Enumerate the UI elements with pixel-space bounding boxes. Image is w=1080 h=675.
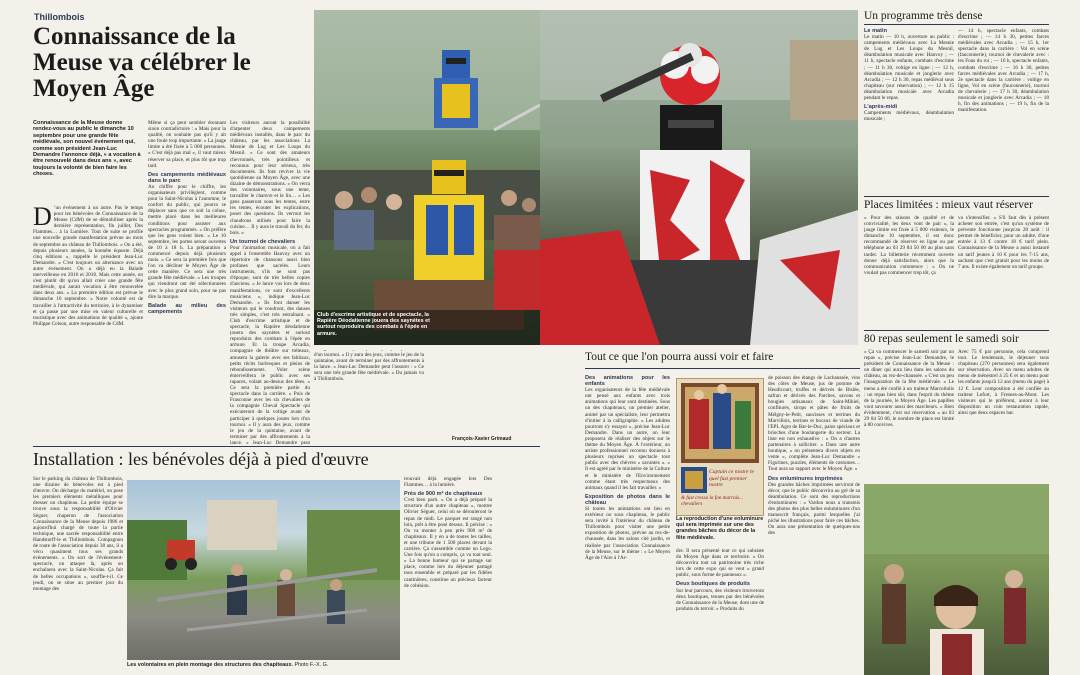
drop-cap: D: [33, 205, 52, 231]
voir-faire-boutiques: Sur leur parcours, des visiteurs trouveront deux boutiques, tenues par des bénévoles de Connaissance de la Meuse, dont une de produits du terroir. « Produits du: [676, 587, 764, 612]
subhead-tournoi: Un tournoi de chevaliers: [230, 238, 296, 245]
places-column-2: [958, 215, 1049, 327]
installation-title: Installation : les bénévoles déjà à pied d'œuvre: [33, 449, 369, 469]
divider: [585, 368, 860, 369]
installation-column-2: [404, 476, 492, 672]
manuscript-text-2: & fust cressa la fon marrais... chevaliers: [681, 495, 744, 507]
voir-faire-produits: de poisson des étangs de Lachaussée, vins des côtes de Meuse, jus de pomme de Heudicourt, truffes et dérivés de Bislée, safran et dérivés des Parches, savons et bougies artisanaux de Saint-Mihiel, confitures, sirops et pâtes de fruits de Mélgny-le-Petit, saucisses et terrines du Marvillois, terrines et bocaux de viande de l'EPL Agro de Bar-le-Duc, pains spéciaux et brioches d'une boulangerie du secteur. La liste est non exhaustive : « On a d'autres partenaires à solliciter. » Dans une autre boutique, « on présentera divers objets en vente », complète Jean-Luc Demandre « Figurines, puzzles, éléments de costumes… Tout aura un rapport avec le Moyen Âge. »: [768, 375, 860, 473]
subhead-exposition: Exposition de photos dans le château: [585, 493, 670, 506]
repas-body-2: Avec 75 € par personne, cela comprend tout. Le lendemain, le déjeuner sous chapiteau (270 personnes) sera également sur réservation. Avec un menu adultes de menu de ménestrel à 25 € et un menu pour les enfants jusqu'à 12 ans (menu du page) à 12 €. Leur composition a été confiée au traiteur Lefort, à Fresnes-au-Mont. Les visiteurs qui le préfèrent, auront à leur disposition un coin restauration rapide, ainsi que deux espaces bar.: [958, 349, 1049, 416]
voir-faire-title: Tout ce que l'on pourra aussi voir et faire: [585, 351, 774, 363]
article-body-2: Même si ça peut sembler étonnant sinon contradictoire : « Mais pour la qualité, on souhaite pas qu'il y ait une foule trop importante. » La jauge limite a été fixée à 5 000 personnes. « C'est déjà pas mal », il vaut mieux réserver sa place, et plus tôt que trop tard.: [148, 120, 226, 169]
article-body-5: Pour l'animation musicale, on a fait appel à l'ensemble Hauvoy avec un répertoire de chansons aussi bien profanes que sacrées. Leurs instruments, s'ils ne sont pas d'époque, sont de très belles copies d'anciens. « Je lance vos lors de deux manifestations, ce sont d'excellents musiciens », indique Jean-Luc Demandre. « Ils font danser les visiteurs qui le voudront, des danses très simples, c'est très entraînant. » Club d'escrime artistique et de spectacle, la Rapière déodatienne jouera des saynètes et surtout reproduira des combats à l'épée en armure. Et la troupe Arcadia, compagnie de théâtre sur tréteaux, amusera la galerie avec ses fabliaux, petits récits burlesques et pleins de rebondissements. Voler scène émerveillera le public avec ses rapaces, volant au-dessus des têtes. « Ce sera la première partie du spectacle dans la carrière. » Puis de Frasconne avec les six chevaliers de la compagnie Cheval Spectacle qui exécuteront de la voltige avant de participer à quelques joutes lors d'un tournoi. « Il y aura des jeux, comme le jeu de la quintaine, avant de terminer par des affrontements à la lance. » Jean-Luc Demandre peut: [230, 244, 310, 445]
manuscript-text-line-1: Captain ce nostre le quel fust premier nostre: [709, 469, 755, 489]
subhead-boutiques: Deux boutiques de produits: [676, 581, 750, 588]
article-body-1: ’un événement à un autre. Pas le temps pour les bénévoles de Connaissance de la Meuse (CdM) de se démobiliser après la dernière représentation, fin juillet, Des Flammes… à la Lumière. Tout de suite se profile une nouvelle grande manifestation prévue au mois de septembre au château de Thillombois. « On a été, depuis plusieurs années, la honnête éqauste. Déjà cinq éditions », rappelle le président Jean-Luc Demandre. « C'est toujours un alternance avec un autre événement. On a déjà eu la Balade merveilleuse en 2016 et 2018. Mais cette année, on s'est plutôt dit qu'on allait créer une grande fête médiévale, qui aurait vocation à être renouvelée dans deux ans. » La première édition est prévue le dimanche 10 septembre. « Notre volonté est de travailler à l'attractivité du territoire, à le dynamiser et ça passe par une mise en valeur culturelle et touristique avec des animations de qualité », ajoute Philippe Colson, autre responsable de CdM.: [33, 205, 143, 327]
knight-photo-right: [540, 10, 858, 345]
knight-photo-caption: Club d'escrime artistique et de spectacle, la Rapière Déodatienne jouera des saynètes et surtout reproduira des combats à l'épée en armure.: [317, 312, 430, 337]
article-body-5-cont: d'un tournoi. « Il y aura des jeux, comme le jeu de la quintaine, avant de terminer par des affrontements à la lance. » Jean-Luc Demandre peut l'assurer : « Ce sera une très grande fête médiévale. » Du jamais vu à Thillombois.: [314, 351, 424, 383]
volunteers-caption-text: Les volontaires en plein montage des structures des chapiteaux.: [127, 662, 293, 668]
article-kicker: Thillombois: [34, 12, 85, 22]
places-column-1: [864, 215, 954, 327]
programme-title: Un programme très dense: [864, 10, 983, 22]
volunteers-photo: [127, 480, 400, 660]
article-body-4: Les visiteurs auront la possibilité d'arpenter deux campements médiévaux installés, dans le parc du château, par les associations La Mesnie de Lug et Les Loups du Mesnil. « Ce sont des amateurs chevronnés, très pointilleux et reconnus pour leur sérieux, très documentés. Ils font revivre la vie quotidienne au Moyen Âge, avec une dizaine de démonstrations. » On verra des volontaires, sous une tente, travailler le chanvre et le lin… « Les gens passeront sous les tentes, entre les tentes, écouter les explications, poser des questions. Ils verront les chaudrons utilisés pour faire la cuisine… Il y aura le travail du fer, du bois. »: [230, 120, 310, 236]
places-body-1: « Pour des raisons de qualité et de convivialité, les deux vont de pair », la jauge limite est fixée à 5 000 visiteurs, le dimanche 10 septembre, il est donc recommandé de réserver en ligne ou par téléphone au 03 29 84 50 00 au plus sans tarder. La billetterie récemment ouverte donne déjà satisfaction, alors que la communication commence : « On ne voulait pas commencer trop tôt, ça: [864, 215, 954, 276]
divider: [33, 446, 540, 447]
article-body-3: Au chiffre pour le chiffre, les organisateurs privilégient, comme pour la Saint-Nicolas à l'automne, le confort du public, qui pourra se déplacer sans que ce soit la cohue, mettre placé dans les meilleures conditions pour assister aux spectacles programmés. « On préfère que les gens voient bien. » Le 10 septembre, les portes seront ouvertes de 10 à 18 h. La préparation a commencé depuis déjà plusieurs mois. « Ce sera la première fois que l'on va décliner le Moyen Âge de cette manière. Ce sera une très grande fête médiévale. » Les troupes qui viendront ont été sélectionnées avec le plus grand soin, pour ne pas dire la marque.: [148, 183, 226, 300]
manuscript-illumination: [676, 378, 764, 516]
article-column-3: [230, 120, 310, 445]
knight-photo-left: [314, 10, 540, 345]
repas-column-2: [958, 349, 1049, 479]
manuscript-caption: La reproduction d'une enluminure qui sera imprimée sur une des grandes bâches du décor de la fête médiévale.: [676, 516, 764, 541]
subhead-apres-midi: L'après-midi: [864, 104, 898, 111]
voir-faire-enluminures: Des grandes bâches imprimées serviront de décor, que le public découvrira au gré de sa déambulation. Ce sont des reproductions d'enluminures : « Vardun nous a transmis des photos des plus belles enluminures d'un manuscrit français, parmi lesquelles j'ai piché les illustrations pour faire ces bâches. On aura une présentation de quelques-uns des: [768, 481, 860, 537]
voir-faire-expo-cont: dre. Il sera présenté tout ce qui subsiste du Moyen Âge dans ce territoire. « On découvrira tout un patrimoine très riche lors de cette expo qui se veut « grand public, sous forme de panneaux ».: [676, 548, 764, 579]
subhead-matin: Le matin: [864, 28, 888, 34]
subhead-chapiteaux: Près de 900 m² de chapiteaux: [404, 491, 483, 498]
article-signature: François-Xavier Grimaud: [452, 436, 512, 442]
article-title: Connaissance de la Meuse va célébrer le Moyen Âge: [33, 23, 251, 102]
programme-afternoon-list: — 14 h, spectacle enfants, combats d'escrime ; — 14 h 30, petites farces médiévales avec Arcadia ; — 15 h, 1er spectacle dans la carrière : Vol en scène (fauconnerie), tournoi de chevalerie avec : les Fous du roi ; — 16 h, spectacle enfants, combats d'escrime ; — 16 h 30, petites farces médiévales avec Arcadia ; — 17 h, 2e spectacle dans la carrière : voltige en ligne, Vol en scène (fauconnerie), tournoi de chevalerie ; — 17 h 30, déambulation musicale et jonglerie avec Arcadia ; — 18 h, fin des animations ; — 19 h, fin de la manifestation.: [958, 28, 1049, 114]
installation-body-2: trouvait déjà engagée lors Des Flammes… à la lumière.: [404, 476, 492, 489]
article-column-1: [33, 205, 143, 445]
programme-apres-midi: Campements médiévaux, déambulation musicale ;: [864, 110, 954, 123]
subhead-campements: Des campements médiévaux dans le parc: [148, 171, 226, 184]
programme-column-2: [958, 28, 1049, 193]
article-column-5: [428, 350, 540, 430]
programme-matin: Le matin — 10 h, ouverture au public : campements médiévaux avec La Mesnie de Lug et Les Loups du Mesnil, déambulation musicale avec Hauvoy ; — 11 h, spectacle enfants, combats d'escrime ; — 11 h 30, voltige en ligne ; — 12 h, déambulation musicale et jonglerie avec Arcadia ; — 12 h 30, repas médiéval sous chapiteau (sur réservation) ; — 12 h 15 déambulation musicale avec Arcadia pendant le repas.: [864, 34, 954, 102]
places-body-2: va s'intensifier. » S'il faut dès à présent acheter son entrée, c'est qu'un système de prévente fonctionne jusqu'au 28 août : il permet de bénéficier, pour un adulte, d'une entrée à 13 € contre 18 € tarif plein. Connaissance de la Meuse a aussi instauré un tarif jeunes à 10 € pour les 7-15 ans, sachant que c'est gratuit pour les moins de 7 ans. Il existe également un tarif groupe.: [958, 215, 1049, 270]
programme-column-1: [864, 28, 954, 193]
divider: [864, 330, 1049, 331]
voir-faire-exposition: Si toutes les animations ont lieu en extérieur ou sous chapiteau, le public sera invité à l'intérieur du château de Thillombois pour visiter une petite exposition de photos, prévue au rez-de-chaussée, dans les salons cité jardin, et réalisée par l'association Connaissance de la Meuse, sur le thème : « Le Moyen Âge de l'Aire à l'Ar-: [585, 505, 670, 561]
voir-faire-enfants: Les organisateurs de la fête médiévale ont pensé aux enfants avec trois animations qui leur sont destinées. Sous un des chapiteaux, un premier atelier, animé par un spécialiste, leur permettra d'initier à la calligraphie. « Les adultes pourront s'y essayer », précise Jean-Luc Demandre. Dans un autre, on leur proposera de réaliser des objets sur le thème du Moyen Âge. À l'extérieur, un artiste professionnel reconnu donnera à plusieurs reprises un spectacle tout public avec des chèvres « savantes ». « Il est agréé par le ministère de la Culture et le ministère de l'Environnement comme étant très respectueux des animaux quand il les fait travailler. »: [585, 387, 670, 491]
divider: [864, 24, 1049, 25]
subhead-enluminures: Des enluminures imprimées: [768, 475, 843, 482]
volunteers-photo-caption: [127, 662, 400, 668]
voir-faire-column-3: [768, 375, 860, 673]
subhead-balade: Balade au milieu des campements: [148, 302, 226, 315]
installation-column-1: [33, 476, 123, 672]
voir-faire-column-1: [585, 375, 670, 673]
installation-body-1: Sur le parking du château de Thillombois, une dizaine de bénévoles est à pied d'œuvre. On décharge du matériel, on pose les premiers éléments métalliques pour dresser un chapiteau. La petite équipe se trouve sous la responsabilité d'Olivier Séguer, chaperon de l'association Connaissance de la Meuse depuis 1986 et aujourd'hui chargé de toute la partie technique, une sacrée responsabilité entre Handstorff-le et Thillombois. Compagnon de route de l'association depuis 38 ans, il a vécu quasiment tous ses grands événements. « On sort de l'événement-spectacle, on attaque là, après on enchaînera avec la Saint-Nicolas. Ça fait de belles occupations », souffle-t-il. Ce jeudi, on se situe au premier jour du montage des: [33, 476, 123, 592]
costume-photo: [864, 484, 1049, 675]
article-column-2: [148, 120, 226, 445]
places-title: Places limitées : mieux vaut réserver: [864, 199, 1033, 211]
article-lead: Connaissance de la Meuse donne rendez-vous au public le dimanche 10 septembre pour une grande fête médiévale, son nouvel événement qui, comme son président Jean-Luc Demandre l'annonce déjà, « a vocation à être renouvelé dans deux ans », avec toujours la volonté de bien faire les choses.: [33, 120, 141, 178]
repas-body-1: « Ça va commencer le samedi soir par un repas », précise Jean-Luc Demandre, le président de Connaissance de la Meuse : un dîner qui aura lieu dans les salons du château, au rez-de-chaussée. « C'est un peu l'inauguration de la fête médiévale. » Le menu a été confié à un traiteur Marcoltulis : un repas bien sûr, dans l'esprit du thème de la journée, le Moyen Âge. Les papilles vont savourer aussi des marcheurs. « Bien évidemment, c'est sur réservation » au 03 29 84 50 00, le nombre de place est limité à 80 convives.: [864, 349, 954, 429]
volunteers-photo-credit: Photo F.-X. G.: [294, 662, 329, 668]
divider: [864, 196, 1049, 197]
repas-title: 80 repas seulement le samedi soir: [864, 333, 1019, 345]
subhead-enfants: Des animations pour les enfants: [585, 375, 670, 388]
manuscript-text: [709, 469, 761, 489]
voir-faire-column-2: [676, 548, 764, 673]
repas-column-1: [864, 349, 954, 479]
article-column-4: [314, 350, 424, 442]
installation-body-3: C'est bien parti. « On a déjà préparé la structure d'un autre chapiteau », montre Olivier Séguer, celui où se dérouleront le repas de midi. Le parquet est rangé non loin, prêt à être posé dessus. Il précise : « On va monter à peu près 900 m² de chapiteaux. Il y en a de toutes les tailles, et une tribune de 1 500 places devant la carrière. Ça s'assemble comme un Lego. Une fois qu'on a compris, ça va tout seul. » La bonne humeur qui se partage sur place, comme lors du déjeuner partagé tous ensemble et préparé par les fidèles cantinières, constitue un précieux facteur de cohésion.: [404, 497, 492, 589]
